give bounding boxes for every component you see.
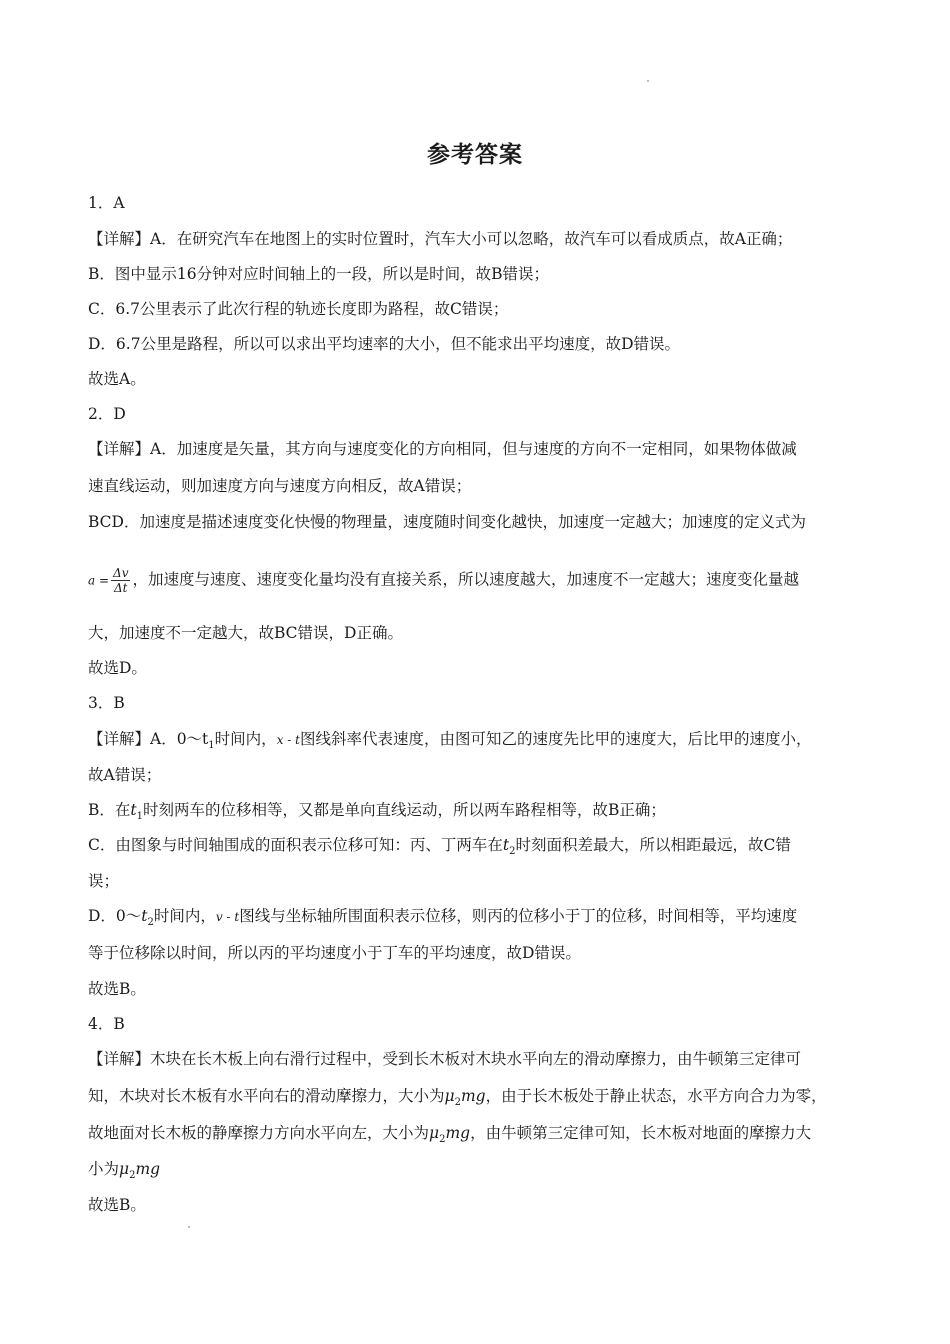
- text: 时刻面积差最大，所以相距最远，故C错: [515, 836, 791, 854]
- formula-denominator: Δt: [114, 581, 128, 595]
- q4-explain-line: [88, 1085, 827, 1114]
- q1-explain-line: D．6.7公里是路程，所以可以求出平均速率的大小，但不能求出平均速度，故D错误。: [88, 335, 681, 353]
- symbol-mg: mg: [460, 1087, 486, 1105]
- page-title: 参考答案: [427, 142, 523, 168]
- subscript: 2: [129, 1170, 136, 1182]
- text: 图线斜率代表速度，由图可知乙的速度先比甲的速度大，后比甲的速度小，: [299, 730, 812, 748]
- subscript: 2: [454, 1097, 461, 1109]
- q2-explain-line: 速直线运动，则加速度方向与速度方向相反，故A错误；: [88, 477, 472, 495]
- q4-conclusion: 故选B。: [88, 1196, 146, 1214]
- subscript: 2: [147, 917, 154, 929]
- q3-explain-line: 误；: [88, 872, 120, 890]
- q2-explain-line: 【详解】A．加速度是矢量，其方向与速度变化的方向相同，但与速度的方向不一定相同，如果物体做减: [88, 440, 797, 458]
- symbol-v-t: v - t: [215, 910, 240, 924]
- q1-explain-line: 【详解】A．在研究汽车在地图上的实时位置时，汽车大小可以忽略，故汽车可以看成质点，故A正确；: [88, 230, 793, 248]
- symbol-mu: μ: [119, 1160, 130, 1178]
- text: D．0～: [88, 907, 142, 925]
- scan-dot: [188, 1226, 190, 1228]
- subscript: 1: [208, 740, 215, 752]
- text: 时刻两车的位移相等，又都是单向直线运动，所以两车路程相等，故B正确；: [143, 801, 666, 819]
- q3-explain-line: 故A错误；: [88, 766, 162, 784]
- symbol-t: t: [141, 907, 148, 925]
- scan-dot: [647, 80, 649, 82]
- text: 知，木块对长木板有水平向右的滑动摩擦力，大小为: [88, 1087, 445, 1105]
- symbol-t: t: [502, 836, 510, 854]
- text: C．由图象与时间轴围成的面积表示位移可知：丙、丁两车在: [88, 836, 503, 854]
- subscript: 2: [509, 846, 516, 858]
- text: 时间内，: [214, 730, 277, 748]
- q4-explain-line: [88, 1158, 160, 1187]
- q1-explain-line: B．图中显示16分钟对应时间轴上的一段，所以是时间，故B错误；: [88, 265, 550, 283]
- subscript: 1: [136, 811, 143, 823]
- symbol-t: t: [130, 801, 137, 819]
- q1-conclusion: 故选A。: [88, 370, 146, 388]
- symbol-mg: mg: [445, 1124, 471, 1142]
- formula-numerator: Δv: [113, 566, 129, 580]
- q2-answer: 2．D: [88, 405, 126, 423]
- q3-conclusion: 故选B。: [88, 980, 146, 998]
- q2-formula-line: [88, 566, 799, 595]
- text: ，由于长木板处于静止状态，水平方向合力为零，: [485, 1087, 827, 1105]
- q4-explain-line: 【详解】木块在长木板上向右滑行过程中，受到长木板对木块水平向左的滑动摩擦力，由牛顿第三定律可: [88, 1050, 802, 1068]
- q2-explain-text: ，加速度与速度、速度变化量均没有直接关系，所以速度越大，加速度不一定越大；速度变化量越: [132, 570, 799, 589]
- text: 【详解】A．0～t: [88, 730, 209, 748]
- symbol-mg: mg: [135, 1160, 161, 1178]
- symbol-mu: μ: [429, 1124, 440, 1142]
- text: 图线与坐标轴所围面积表示位移，则丙的位移小于丁的位移，时间相等，平均速度: [239, 907, 798, 925]
- q4-answer: 4．B: [88, 1015, 125, 1033]
- symbol-x-t: x - t: [276, 733, 300, 747]
- q1-explain-line: C．6.7公里表示了此次行程的轨迹长度即为路程，故C错误；: [88, 300, 509, 318]
- text: 时间内，: [153, 907, 216, 925]
- q3-explain-line: [88, 905, 797, 934]
- formula-fraction: [111, 566, 130, 595]
- symbol-mu: μ: [444, 1087, 455, 1105]
- q1-answer: 1．A: [88, 194, 125, 212]
- q2-explain-line: BCD．加速度是描述速度变化快慢的物理量，速度随时间变化越快，加速度一定越大；加速度的定义式为: [88, 513, 806, 531]
- text: B．在: [88, 801, 131, 819]
- q3-explain-line: [88, 728, 811, 757]
- subscript: 2: [439, 1134, 446, 1146]
- text: ，由牛顿第三定律可知，长木板对地面的摩擦力大: [470, 1124, 812, 1142]
- q3-answer: 3．B: [88, 694, 125, 712]
- q3-explain-line: [88, 799, 666, 828]
- text: 故地面对长木板的静摩擦力方向水平向左，大小为: [88, 1124, 430, 1142]
- formula-lhs: a =: [88, 573, 110, 588]
- q3-explain-line: 等于位移除以时间，所以丙的平均速度小于丁车的平均速度，故D错误。: [88, 944, 581, 962]
- q2-conclusion: 故选D。: [88, 659, 147, 677]
- q4-explain-line: [88, 1122, 811, 1151]
- text: 小为: [88, 1160, 120, 1178]
- q3-explain-line: [88, 834, 791, 863]
- q2-explain-line: 大，加速度不一定越大，故BC错误，D正确。: [88, 624, 403, 642]
